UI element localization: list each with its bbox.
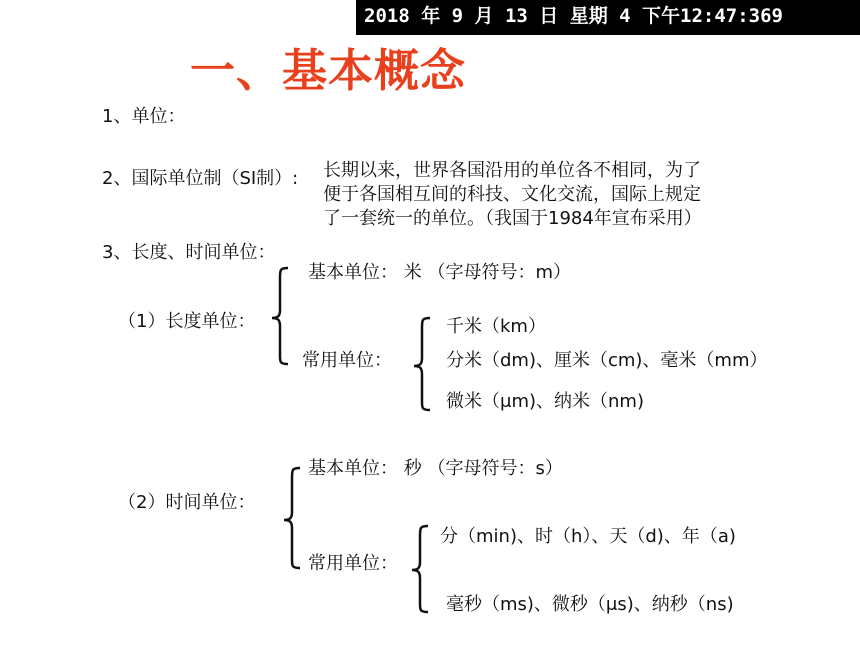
time-basic-unit: 基本单位： 秒 （字母符号：s） (308, 458, 563, 479)
length-common-item: 千米（km） (446, 316, 546, 337)
si-description (323, 159, 783, 231)
time-units-label: （2）时间单位： (118, 492, 256, 513)
length-brace (270, 266, 296, 366)
length-units-label: （1）长度单位： (118, 311, 256, 332)
length-basic-unit: 基本单位： 米 （字母符号：m） (308, 262, 571, 283)
length-common-item: 分米（dm)、厘米（cm)、毫米（mm） (446, 350, 768, 371)
length-common-brace (412, 316, 438, 412)
si-heading: 2、国际单位制（SI制）: (102, 168, 299, 189)
time-brace (282, 466, 308, 570)
time-common-item: 毫秒（ms)、微秒（μs)、纳秒（ns) (446, 594, 734, 615)
si-description-line: 便于各国相互间的科技、文化交流，国际上规定 (323, 184, 701, 205)
si-description-line: 了一套统一的单位。（我国于1984年宣布采用） (323, 208, 702, 229)
datetime-bar: 2018 年 9 月 13 日 星期 4 下午12:47:369 (356, 0, 860, 35)
length-time-heading: 3、长度、时间单位： (102, 242, 276, 263)
unit-heading: 1、单位： (102, 106, 186, 127)
time-common-brace (410, 524, 436, 614)
time-common-label: 常用单位： (308, 553, 398, 574)
page-title: 一、基本概念 (190, 44, 467, 97)
length-common-label: 常用单位： (302, 350, 392, 371)
time-common-item: 分（min)、时（h）、天（d)、年（a) (440, 526, 736, 547)
length-common-item: 微米（μm)、纳米（nm) (446, 391, 644, 412)
si-description-line: 长期以来，世界各国沿用的单位各不相同，为了 (323, 160, 701, 181)
